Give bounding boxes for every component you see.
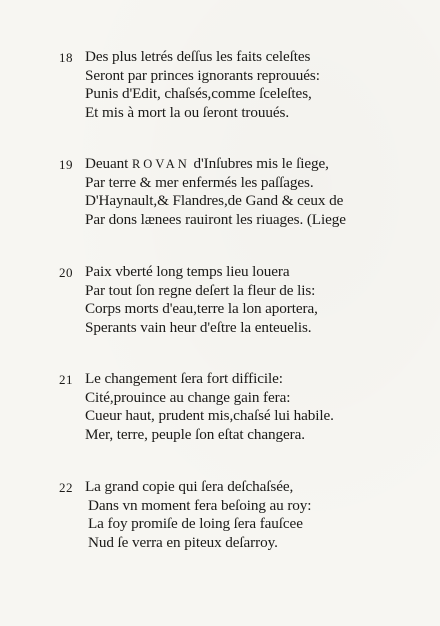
verse-line <box>60 155 430 174</box>
quatrain-22 <box>60 478 430 552</box>
quatrain-21 <box>60 370 430 444</box>
verse-line: Des plus letrés deſſus les faits celeſtes <box>85 48 311 65</box>
verse-line: Sperants vain heur d'eſtre la enteuelis. <box>85 318 312 336</box>
verse-line: Par terre & mer enfermés les paſſages. <box>85 173 314 191</box>
verse-text: Deuant <box>85 155 132 172</box>
verse-line: Le changement ſera fort difficile: <box>85 370 283 387</box>
verse-line: Corps morts d'eau,terre la lon aportera, <box>85 300 318 317</box>
verse-text: d'Inſubres mis le ſiege, <box>189 155 329 172</box>
verse-line: Seront par princes ignorants reprouués: <box>85 66 320 84</box>
quatrain-number: 18 <box>59 50 73 65</box>
verse-line: Nud ſe verra en piteux deſarroy. <box>88 533 278 551</box>
quatrain-18 <box>60 48 430 122</box>
verse-line: Cité,prouince au change gain fera: <box>85 388 291 406</box>
verse-line: La foy promiſe de loing ſera fauſcee <box>88 515 303 532</box>
place-name: ROVAN <box>131 157 190 171</box>
quatrain-19 <box>60 155 430 229</box>
quatrain-number: 19 <box>59 157 73 172</box>
verse-line: Paix vberté long temps lieu louera <box>85 263 290 280</box>
verse-line: D'Haynault,& Flandres,de Gand & ceux de <box>85 192 344 209</box>
quatrain-number: 22 <box>59 480 73 495</box>
verse-line: Par tout ſon regne deſert la fleur de lis: <box>85 281 316 299</box>
verse-line: Cueur haut, prudent mis,chaſsé lui habile. <box>85 407 334 424</box>
quatrain-20 <box>60 263 430 337</box>
verse-line: Et mis à mort la ou ſeront trouués. <box>85 103 290 121</box>
quatrain-number: 21 <box>59 372 73 387</box>
verse-line: Par dons lænees rauiront les riuages. (Liege <box>85 210 346 228</box>
quatrain-number: 20 <box>59 265 73 280</box>
verse-line: Dans vn moment fera beſoing au roy: <box>88 496 312 514</box>
verse-line: Mer, terre, peuple ſon eſtat changera. <box>85 425 305 443</box>
verse-line: Punis d'Edit, chaſsés,comme ſceleſtes, <box>85 85 312 102</box>
verse-line: La grand copie qui ſera deſchaſsée, <box>85 478 294 495</box>
